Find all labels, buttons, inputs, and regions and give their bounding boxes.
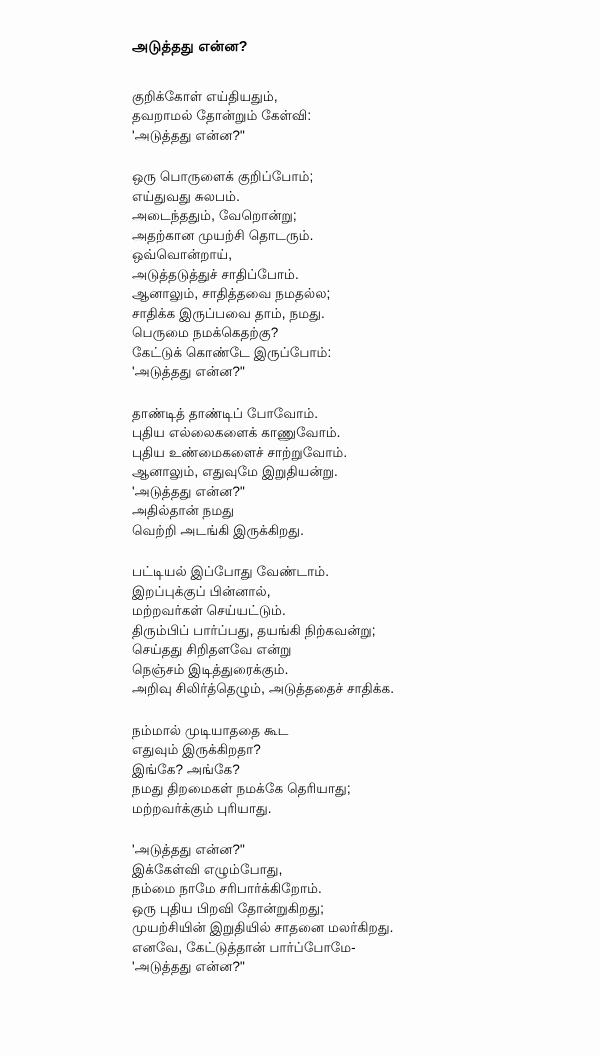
poem-body <box>132 87 560 977</box>
poem-line: இறப்புக்குப் பின்னால், <box>132 583 271 599</box>
poem-line: பெருமை நமக்கெதற்கு? <box>132 325 279 341</box>
poem-line: தாண்டித் தாண்டிப் போவோம். <box>132 405 319 421</box>
poem-line: அதற்கான முயற்சி தொடரும். <box>132 227 314 243</box>
poem-line: திரும்பிப் பார்ப்பது, தயங்கி நிற்கவன்று; <box>132 622 376 638</box>
poem-line: புதிய எல்லைகளைக் காணுவோம். <box>132 425 341 441</box>
poem-line: ஒரு புதிய பிறவி தோன்றுகிறது; <box>132 900 324 916</box>
poem-stanza <box>132 404 560 541</box>
poem-line: நமது திறமைகள் நமக்கே தெரியாது; <box>132 781 351 797</box>
poem-line: ஆனாலும், சாதித்தவை நமதல்ல; <box>132 286 331 302</box>
poem-line: அடைந்ததும், வேறொன்று; <box>132 208 297 224</box>
poem-line: இங்கே? அங்கே? <box>132 761 240 777</box>
poem-line: 'அடுத்தது என்ன?" <box>132 842 245 858</box>
poem-stanza <box>132 840 560 977</box>
poem-line: தவறாமல் தோன்றும் கேள்வி: <box>132 108 312 124</box>
poem-line: செய்தது சிறிதளவே என்று <box>132 642 292 658</box>
poem-line: மற்றவர்கள் செய்யட்டும். <box>132 603 286 619</box>
poem-line: புதிய உண்மைகளைச் சாற்றுவோம். <box>132 444 348 460</box>
poem-line: வெற்றி அடங்கி இருக்கிறது. <box>132 522 304 538</box>
poem-line: நம்மால் முடியாததை கூட <box>132 722 289 738</box>
poem-stanza <box>132 87 560 146</box>
poem-line: அறிவு சிலிர்த்தெழும், அடுத்ததைச் சாதிக்க. <box>132 681 395 697</box>
poem-line: குறிக்கோள் எய்தியதும், <box>132 88 278 104</box>
poem-line: 'அடுத்தது என்ன?" <box>132 483 245 499</box>
poem-line: அடுத்தடுத்துச் சாதிப்போம். <box>132 266 299 282</box>
poem-stanza <box>132 167 560 382</box>
page-title: அடுத்தது என்ன? <box>132 39 248 55</box>
poem-line: மற்றவர்க்கும் புரியாது. <box>132 800 272 816</box>
poem-line: முயற்சியின் இறுதியில் சாதனை மலர்கிறது. <box>132 920 394 936</box>
poem-line: நெஞ்சம் இடித்துரைக்கும். <box>132 661 289 677</box>
poem-line: ஒரு பொருளைக் குறிப்போம்; <box>132 169 314 185</box>
poem-line: பட்டியல் இப்போது வேண்டாம். <box>132 564 330 580</box>
poem-line: கேட்டுக் கொண்டே இருப்போம்: <box>132 344 332 360</box>
poem-line: 'அடுத்தது என்ன?" <box>132 127 245 143</box>
poem-line: அதில்தான் நமது <box>132 503 235 519</box>
poem-line: சாதிக்க இருப்பவை தாம், நமது. <box>132 305 325 321</box>
poem-line: ஒவ்வொன்றாய், <box>132 247 233 263</box>
poem-line: நம்மை நாமே சரிபார்க்கிறோம். <box>132 881 322 897</box>
poem-line: எனவே, கேட்டுத்தான் பார்ப்போமே- <box>132 939 356 955</box>
poem-line: ஆனாலும், எதுவுமே இறுதியன்று. <box>132 464 338 480</box>
poem-line: இக்கேள்வி எழும்போது, <box>132 861 283 877</box>
poem-line: 'அடுத்தது என்ன?" <box>132 364 245 380</box>
poem-stanza <box>132 721 560 819</box>
poem-line: 'அடுத்தது என்ன?" <box>132 959 245 975</box>
poem-stanza <box>132 562 560 699</box>
poem-line: எதுவும் இருக்கிறதா? <box>132 742 261 758</box>
poem-line: எய்துவது சுலபம். <box>132 188 240 204</box>
